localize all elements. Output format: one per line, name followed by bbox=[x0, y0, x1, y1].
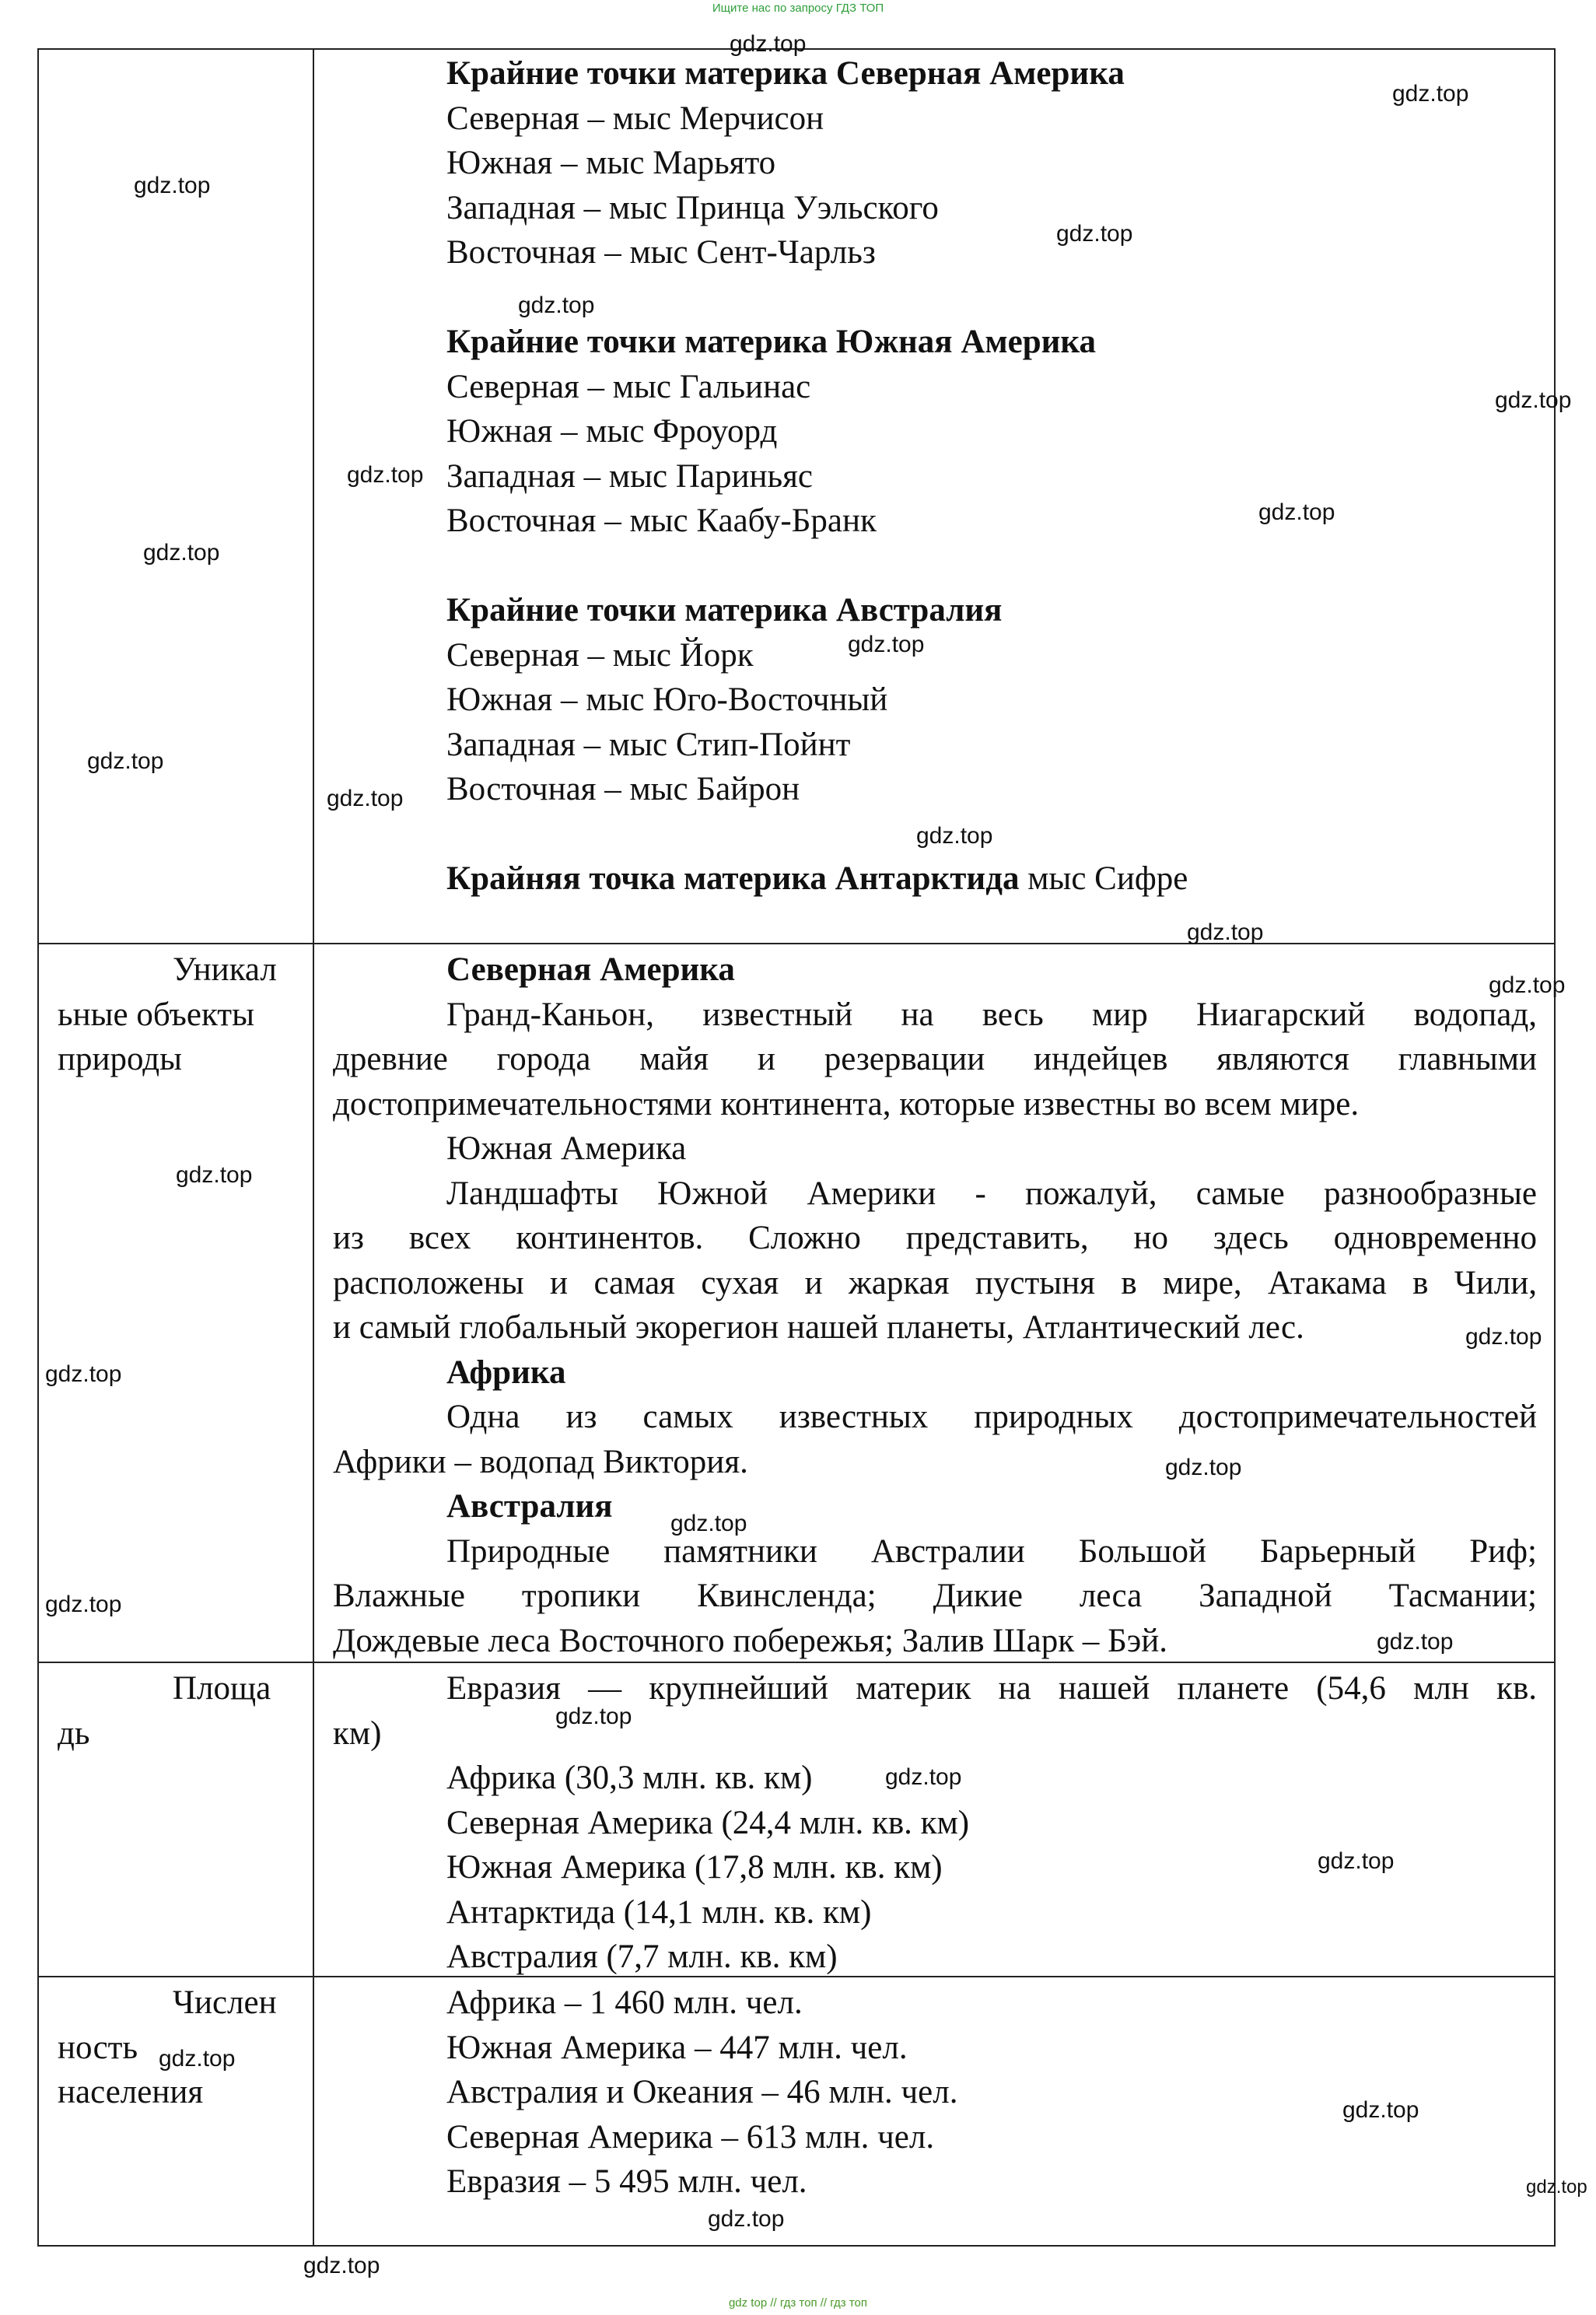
sa-extreme-west: Западная – мыс Париньяс bbox=[446, 457, 813, 495]
watermark: gdz.top bbox=[1489, 972, 1566, 998]
area-cell bbox=[333, 1666, 1537, 1980]
na-extreme-east: Восточная – мыс Сент-Чарльз bbox=[446, 234, 876, 271]
watermark: gdz.top bbox=[916, 823, 993, 849]
watermark: gdz.top bbox=[1392, 81, 1469, 107]
population-label-line-1: Числен bbox=[173, 1984, 277, 2021]
unique-label-line-1: Уникал bbox=[173, 951, 277, 988]
area-africa: Африка (30,3 млн. кв. км) bbox=[446, 1760, 813, 1796]
extreme-points-cell bbox=[446, 51, 1535, 902]
unique-au-line-3: Дождевые леса Восточного побережья; Залив Шарк – Бэй. bbox=[333, 1622, 1168, 1659]
unique-label-line-3: природы bbox=[58, 1041, 183, 1077]
watermark: gdz.top bbox=[1342, 2097, 1419, 2123]
area-eurasia-line-2: км) bbox=[333, 1714, 382, 1752]
unique-sa-line-3: расположены и самая сухая и жаркая пустыня в мире, Атакама в Чили, bbox=[333, 1264, 1537, 1301]
watermark: gdz.top bbox=[1187, 919, 1264, 945]
unique-africa-title: Африка bbox=[446, 1354, 566, 1391]
antarctica-extreme-point: мыс Сифре bbox=[1019, 860, 1188, 897]
row-divider-1 bbox=[37, 943, 1556, 944]
watermark: gdz.top bbox=[1377, 1629, 1454, 1655]
watermark: gdz.top bbox=[143, 540, 220, 566]
area-label-line-1: Площа bbox=[173, 1670, 271, 1707]
watermark: gdz.top bbox=[708, 2206, 785, 2232]
na-extreme-title: Крайние точки материка Северная Америка bbox=[446, 55, 1125, 92]
unique-na-line-2: древние города майя и резервации индейцев являются главными bbox=[333, 1041, 1537, 1077]
watermark: gdz.top bbox=[303, 2253, 380, 2278]
watermark: gdz.top bbox=[730, 31, 807, 57]
watermark: gdz.top bbox=[1165, 1455, 1242, 1480]
area-eurasia-line-1: Евразия — крупнейший материк на нашей планете (54,6 млн кв. bbox=[446, 1670, 1537, 1707]
bottom-banner: gdz top // гдз топ // гдз топ bbox=[728, 2296, 868, 2310]
sa-extreme-title: Крайние точки материка Южная Америка bbox=[446, 324, 1097, 360]
unique-objects-label bbox=[58, 947, 306, 1082]
unique-objects-cell bbox=[333, 947, 1537, 1663]
watermark: gdz.top bbox=[1465, 1324, 1542, 1350]
watermark: gdz.top bbox=[87, 748, 164, 774]
unique-au-line-1: Природные памятники Австралии Большой Барьерный Риф; bbox=[446, 1532, 1537, 1570]
area-south-america: Южная Америка (17,8 млн. кв. км) bbox=[446, 1849, 943, 1886]
population-south-america: Южная Америка – 447 млн. чел. bbox=[446, 2029, 908, 2066]
column-divider bbox=[313, 48, 314, 2247]
au-extreme-east: Восточная – мыс Байрон bbox=[446, 771, 800, 807]
unique-na-title: Северная Америка bbox=[446, 951, 735, 988]
watermark: gdz.top bbox=[134, 173, 211, 198]
table-border-right bbox=[1554, 48, 1556, 2247]
sa-extreme-south: Южная – мыс Фроуорд bbox=[446, 413, 778, 450]
population-north-america: Северная Америка – 613 млн. чел. bbox=[446, 2118, 935, 2156]
sa-extreme-north: Северная – мыс Гальинас bbox=[446, 368, 811, 405]
watermark: gdz.top bbox=[1056, 221, 1133, 247]
unique-label-line-2: ьные объекты bbox=[58, 996, 254, 1033]
unique-sa-line-2: из всех континентов. Сложно представить, но здесь одновременно bbox=[333, 1220, 1537, 1256]
population-cell bbox=[446, 1981, 1535, 2205]
population-label-line-3: населения bbox=[58, 2074, 204, 2110]
sa-extreme-east: Восточная – мыс Каабу-Бранк bbox=[446, 503, 877, 539]
table-border-left bbox=[37, 48, 39, 2247]
unique-na-line-3: достопримечательностями континента, которые известны во всем мире. bbox=[333, 1085, 1360, 1122]
watermark: gdz.top bbox=[327, 786, 404, 811]
unique-na-line-1: Гранд-Каньон, известный на весь мир Ниагарский водопад, bbox=[446, 996, 1537, 1033]
unique-africa-line-1: Одна из самых известных природных достопримечательностей bbox=[446, 1399, 1537, 1435]
area-label-line-2: дь bbox=[58, 1714, 90, 1752]
watermark: gdz.top bbox=[45, 1361, 122, 1387]
watermark: gdz.top bbox=[176, 1162, 253, 1188]
au-extreme-north: Северная – мыс Йорк bbox=[446, 636, 754, 674]
watermark: gdz.top bbox=[670, 1511, 747, 1536]
watermark: gdz.top bbox=[1526, 2177, 1587, 2198]
table-border-bottom bbox=[37, 2245, 1556, 2247]
watermark: gdz.top bbox=[518, 292, 595, 318]
population-australia-oceania: Австралия и Океания – 46 млн. чел. bbox=[446, 2074, 958, 2110]
au-extreme-south: Южная – мыс Юго-Восточный bbox=[446, 681, 888, 718]
area-australia: Австралия (7,7 млн. кв. км) bbox=[446, 1939, 838, 1975]
watermark: gdz.top bbox=[45, 1592, 122, 1617]
unique-au-title: Австралия bbox=[446, 1488, 613, 1525]
population-eurasia: Евразия – 5 495 млн. чел. bbox=[446, 2163, 807, 2200]
area-north-america: Северная Америка (24,4 млн. кв. км) bbox=[446, 1804, 970, 1841]
watermark: gdz.top bbox=[159, 2046, 236, 2072]
watermark: gdz.top bbox=[347, 462, 424, 488]
antarctica-extreme bbox=[446, 856, 1535, 902]
watermark: gdz.top bbox=[1495, 387, 1572, 413]
unique-au-line-2: Влажные тропики Квинсленда; Дикие леса Западной Тасмании; bbox=[333, 1578, 1537, 1614]
unique-sa-title: Южная Америка bbox=[446, 1130, 687, 1167]
au-extreme-west: Западная – мыс Стип-Пойнт bbox=[446, 726, 851, 763]
population-label-line-2: ность bbox=[58, 2029, 138, 2066]
population-africa: Африка – 1 460 млн. чел. bbox=[446, 1984, 803, 2021]
unique-africa-line-2: Африки – водопад Виктория. bbox=[333, 1443, 748, 1480]
top-banner: Ищите нас по запросу ГДЗ ТОП bbox=[712, 2, 884, 15]
na-extreme-north: Северная – мыс Мерчисон bbox=[446, 100, 824, 137]
watermark: gdz.top bbox=[1318, 1848, 1395, 1874]
unique-sa-line-1: Ландшафты Южной Америки - пожалуй, самые разнообразные bbox=[446, 1175, 1537, 1212]
unique-sa-line-4: и самый глобальный экорегион нашей планеты, Атлантический лес. bbox=[333, 1309, 1304, 1346]
area-label bbox=[58, 1666, 306, 1756]
watermark: gdz.top bbox=[555, 1704, 632, 1729]
watermark: gdz.top bbox=[885, 1764, 962, 1790]
area-antarctica: Антарктида (14,1 млн. кв. км) bbox=[446, 1893, 872, 1931]
antarctica-extreme-title: Крайняя точка материка Антарктида bbox=[446, 860, 1020, 897]
au-extreme-title: Крайние точки материка Австралия bbox=[446, 592, 1003, 629]
na-extreme-south: Южная – мыс Марьято bbox=[446, 145, 776, 181]
na-extreme-west: Западная – мыс Принца Уэльского bbox=[446, 189, 939, 226]
watermark: gdz.top bbox=[848, 632, 925, 657]
watermark: gdz.top bbox=[1258, 499, 1335, 525]
